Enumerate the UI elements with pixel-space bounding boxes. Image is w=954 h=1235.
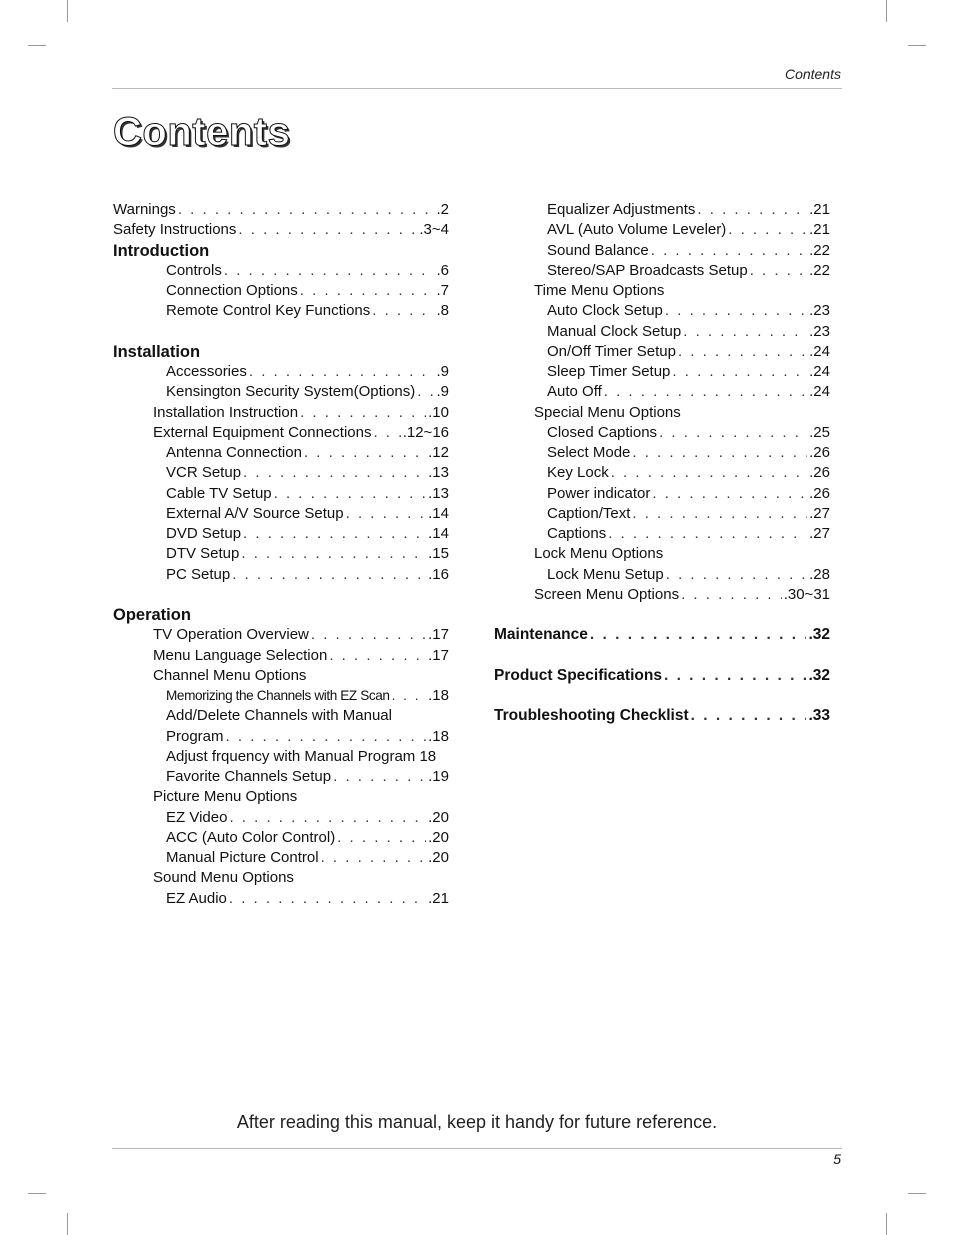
toc-entry[interactable] bbox=[494, 484, 830, 504]
toc-subheading[interactable]: Lock Menu Options bbox=[534, 545, 664, 563]
toc-entry-page: .17 bbox=[428, 626, 449, 644]
dot-leader bbox=[632, 443, 807, 463]
toc-entry-label: Sleep Timer Setup bbox=[547, 363, 671, 380]
toc-entry-label: Safety Instructions bbox=[113, 221, 237, 239]
toc-entry-page: .6 bbox=[436, 261, 449, 279]
toc-entry[interactable] bbox=[113, 301, 449, 321]
toc-entry-page: .13 bbox=[428, 484, 449, 502]
toc-entry[interactable] bbox=[113, 848, 449, 868]
crop-mark bbox=[886, 0, 887, 22]
toc-entry-page: .18 bbox=[428, 727, 449, 745]
toc-entry-page: .24 bbox=[809, 383, 830, 401]
toc-entry[interactable] bbox=[494, 463, 830, 483]
spacer bbox=[113, 585, 449, 605]
dot-leader bbox=[666, 565, 807, 585]
spacer bbox=[494, 646, 830, 666]
toc-entry-page: .12~16 bbox=[402, 423, 449, 441]
toc-entry-label: EZ Video bbox=[166, 808, 228, 826]
toc-entry[interactable] bbox=[113, 625, 449, 645]
toc-entry-maintenance[interactable] bbox=[494, 625, 830, 645]
toc-subheading[interactable]: Sound Menu Options bbox=[153, 869, 294, 887]
dot-leader bbox=[651, 241, 807, 261]
crop-mark bbox=[908, 1193, 926, 1194]
dot-leader bbox=[226, 727, 427, 747]
toc-entry[interactable] bbox=[113, 504, 449, 524]
toc-entry[interactable] bbox=[494, 342, 830, 362]
toc-entry[interactable] bbox=[113, 686, 449, 706]
toc-entry[interactable] bbox=[113, 382, 449, 402]
toc-entry[interactable] bbox=[494, 585, 830, 605]
toc-entry[interactable] bbox=[113, 889, 449, 909]
toc-entry-page: .21 bbox=[428, 889, 449, 907]
toc-entry-page: .23 bbox=[809, 302, 830, 320]
toc-entry-page: .14 bbox=[428, 504, 449, 522]
toc-entry-label: Auto Off bbox=[547, 383, 602, 401]
toc-entry[interactable] bbox=[494, 261, 830, 281]
toc-left-column bbox=[113, 200, 449, 909]
dot-leader bbox=[321, 848, 427, 868]
dot-leader bbox=[329, 646, 426, 666]
toc-entry-label: Equalizer Adjustments bbox=[547, 201, 696, 218]
toc-entry-label: Key Lock bbox=[547, 464, 609, 482]
toc-entry-label: Warnings bbox=[113, 201, 176, 218]
page-number: 5 bbox=[833, 1151, 841, 1167]
crop-mark bbox=[28, 1193, 46, 1194]
crop-mark bbox=[886, 1213, 887, 1235]
toc-entry-troubleshooting[interactable] bbox=[494, 706, 830, 726]
toc-entry-page: .25 bbox=[809, 423, 830, 441]
toc-subheading[interactable]: Time Menu Options bbox=[534, 282, 665, 299]
toc-entry[interactable] bbox=[494, 362, 830, 382]
dot-leader bbox=[333, 767, 426, 787]
toc-subheading[interactable]: Picture Menu Options bbox=[153, 788, 298, 806]
toc-entry-page: .9 bbox=[436, 383, 449, 401]
dot-leader bbox=[373, 423, 400, 443]
toc-entry-page: .32 bbox=[808, 666, 830, 684]
toc-entry[interactable] bbox=[113, 423, 449, 443]
toc-entry[interactable] bbox=[113, 484, 449, 504]
dot-leader bbox=[232, 565, 426, 585]
toc-entry[interactable] bbox=[113, 362, 449, 382]
spacer bbox=[113, 322, 449, 342]
toc-entry-page: .24 bbox=[809, 342, 830, 360]
toc-entry-label: Accessories bbox=[166, 363, 247, 380]
dot-leader bbox=[652, 484, 807, 504]
toc-entry-label: EZ Audio bbox=[166, 889, 227, 907]
toc-entry-label: Select Mode bbox=[547, 444, 631, 461]
dot-leader bbox=[632, 504, 807, 524]
dot-leader bbox=[346, 504, 427, 524]
dot-leader bbox=[417, 382, 434, 402]
dot-leader bbox=[304, 443, 426, 463]
toc-entry[interactable] bbox=[494, 200, 830, 220]
toc-entry-page: .23 bbox=[809, 322, 830, 340]
toc-entry[interactable]: Adjust frquency with Manual Program 18 bbox=[166, 747, 437, 765]
toc-entry[interactable] bbox=[113, 544, 449, 564]
dot-leader bbox=[241, 544, 426, 564]
toc-entry-label: DTV Setup bbox=[166, 545, 240, 563]
toc-entry-page: .24 bbox=[809, 363, 830, 380]
toc-entry-page: .32 bbox=[808, 626, 830, 644]
toc-entry-page: .27 bbox=[809, 525, 830, 542]
toc-entry-page: .30~31 bbox=[783, 585, 830, 603]
toc-entry[interactable] bbox=[494, 423, 830, 443]
dot-leader bbox=[337, 828, 426, 848]
toc-entry-page: .20 bbox=[428, 808, 449, 826]
spacer bbox=[494, 605, 830, 625]
toc-entry-label: Remote Control Key Functions bbox=[166, 302, 371, 320]
toc-entry-page: .17 bbox=[428, 646, 449, 664]
toc-entry[interactable] bbox=[113, 403, 449, 423]
toc-entry-specifications[interactable] bbox=[494, 666, 830, 686]
toc-entry-page: .21 bbox=[809, 201, 830, 218]
toc-entry-label: Lock Menu Setup bbox=[547, 565, 664, 583]
toc-entry[interactable] bbox=[113, 727, 449, 747]
toc-entry-label: Favorite Channels Setup bbox=[166, 768, 332, 785]
toc-entry-page: .9 bbox=[436, 363, 449, 380]
dot-leader bbox=[683, 322, 807, 342]
toc-entry-page: .13 bbox=[428, 464, 449, 482]
toc-entry[interactable] bbox=[113, 261, 449, 281]
toc-entry-label: External Equipment Connections bbox=[153, 423, 372, 441]
dot-leader bbox=[243, 524, 426, 544]
toc-entry[interactable] bbox=[113, 220, 449, 240]
toc-entry-page: .21 bbox=[809, 221, 830, 239]
toc-entry[interactable] bbox=[494, 504, 830, 524]
dot-leader bbox=[750, 261, 807, 281]
toc-entry-page: .10 bbox=[428, 403, 449, 421]
toc-entry-page: .22 bbox=[809, 261, 830, 279]
toc-entry-label: Kensington Security System(Options) bbox=[166, 383, 416, 401]
toc-right-column bbox=[494, 200, 830, 727]
dot-leader bbox=[681, 585, 782, 605]
dot-leader bbox=[372, 301, 434, 321]
dot-leader bbox=[611, 463, 807, 483]
toc-entry-label: Manual Clock Setup bbox=[547, 322, 682, 340]
toc-entry-label: Cable TV Setup bbox=[166, 484, 272, 502]
footer-note: After reading this manual, keep it handy for future reference. bbox=[236, 1112, 718, 1132]
dot-leader bbox=[691, 706, 807, 726]
toc-entry[interactable] bbox=[113, 646, 449, 666]
toc-entry-page: .28 bbox=[809, 565, 830, 583]
toc-entry-page: .26 bbox=[809, 464, 830, 482]
toc-entry-label: Closed Captions bbox=[547, 423, 658, 441]
toc-entry[interactable] bbox=[113, 828, 449, 848]
dot-leader bbox=[697, 200, 807, 220]
toc-entry[interactable] bbox=[113, 565, 449, 585]
toc-entry[interactable] bbox=[494, 301, 830, 321]
dot-leader bbox=[659, 423, 807, 443]
toc-entry-page: .26 bbox=[809, 484, 830, 502]
dot-leader bbox=[311, 625, 426, 645]
toc-entry-label: Installation Instruction bbox=[153, 403, 299, 421]
dot-leader bbox=[229, 808, 426, 828]
dot-leader bbox=[608, 524, 807, 544]
crop-mark bbox=[908, 45, 926, 46]
toc-entry-page: .7 bbox=[436, 282, 449, 299]
toc-entry-label: Controls bbox=[166, 261, 222, 279]
toc-entry-label: Sound Balance bbox=[547, 241, 649, 259]
toc-entry-label: Maintenance bbox=[494, 626, 588, 644]
dot-leader bbox=[590, 625, 807, 645]
toc-entry[interactable] bbox=[113, 808, 449, 828]
toc-entry-label: PC Setup bbox=[166, 565, 231, 583]
toc-entry-page: .27 bbox=[809, 504, 830, 522]
dot-leader bbox=[243, 463, 426, 483]
toc-entry-page: .3~4 bbox=[419, 221, 449, 239]
section-heading-introduction[interactable]: Introduction bbox=[113, 241, 210, 260]
toc-entry-page: .20 bbox=[428, 828, 449, 846]
toc-entry[interactable] bbox=[494, 382, 830, 402]
toc-entry-page: .12 bbox=[428, 444, 449, 461]
dot-leader bbox=[300, 403, 426, 423]
spacer bbox=[494, 686, 830, 706]
dot-leader bbox=[678, 342, 807, 362]
toc-entry[interactable] bbox=[113, 767, 449, 787]
toc-entry-page: .8 bbox=[436, 302, 449, 320]
dot-leader bbox=[664, 666, 806, 686]
footer-rule bbox=[112, 1148, 842, 1149]
running-header: Contents bbox=[784, 66, 841, 82]
toc-entry[interactable] bbox=[113, 200, 449, 220]
toc-entry-label: Screen Menu Options bbox=[534, 585, 680, 603]
dot-leader bbox=[178, 200, 435, 220]
toc-entry-label-continued[interactable]: Add/Delete Channels with Manual bbox=[166, 707, 392, 725]
toc-entry-label: ACC (Auto Color Control) bbox=[166, 828, 336, 846]
toc-entry-page: .19 bbox=[428, 768, 449, 785]
page-title: Contents bbox=[113, 110, 291, 154]
toc-entry-page: .2 bbox=[436, 201, 449, 218]
dot-leader bbox=[604, 382, 807, 402]
toc-entry-label: Manual Picture Control bbox=[166, 849, 319, 866]
toc-entry-label: Connection Options bbox=[166, 282, 298, 299]
dot-leader bbox=[728, 220, 807, 240]
header-rule bbox=[112, 88, 842, 89]
toc-entry[interactable] bbox=[494, 220, 830, 240]
toc-entry-label: Caption/Text bbox=[547, 504, 631, 522]
toc-entry[interactable] bbox=[494, 443, 830, 463]
toc-entry-label: Program bbox=[166, 727, 224, 745]
dot-leader bbox=[274, 484, 427, 504]
toc-entry[interactable] bbox=[113, 463, 449, 483]
toc-entry-page: .18 bbox=[428, 687, 449, 704]
toc-entry-label: TV Operation Overview bbox=[153, 626, 309, 644]
dot-leader bbox=[300, 281, 435, 301]
toc-entry-label: DVD Setup bbox=[166, 525, 242, 542]
dot-leader bbox=[238, 220, 417, 240]
toc-subheading[interactable]: Special Menu Options bbox=[534, 403, 681, 421]
dot-leader bbox=[249, 362, 435, 382]
toc-entry-page: .26 bbox=[809, 444, 830, 461]
dot-leader bbox=[224, 261, 435, 281]
toc-entry-label: External A/V Source Setup bbox=[166, 504, 344, 522]
toc-entry-label: Troubleshooting Checklist bbox=[494, 707, 689, 725]
toc-entry-label: VCR Setup bbox=[166, 464, 242, 482]
toc-entry-label: Memorizing the Channels with EZ Scan bbox=[166, 688, 390, 703]
dot-leader bbox=[672, 362, 807, 382]
toc-entry-label: Power indicator bbox=[547, 484, 651, 502]
toc-entry-label: Product Specifications bbox=[494, 666, 662, 684]
toc-entry-label: Antenna Connection bbox=[166, 444, 302, 461]
toc-entry-page: .16 bbox=[428, 565, 449, 583]
toc-subheading[interactable]: Channel Menu Options bbox=[153, 666, 307, 684]
toc-entry[interactable] bbox=[494, 565, 830, 585]
toc-entry-label: Auto Clock Setup bbox=[547, 302, 663, 320]
toc-entry-label: Menu Language Selection bbox=[153, 646, 328, 664]
toc-entry-page: .15 bbox=[428, 545, 449, 563]
toc-entry[interactable] bbox=[494, 322, 830, 342]
toc-entry[interactable] bbox=[113, 524, 449, 544]
crop-mark bbox=[28, 45, 46, 46]
dot-leader bbox=[229, 889, 426, 909]
toc-entry-label: Stereo/SAP Broadcasts Setup bbox=[547, 261, 748, 279]
section-heading-operation[interactable]: Operation bbox=[113, 606, 191, 624]
toc-entry-page: .14 bbox=[428, 525, 449, 542]
toc-entry[interactable] bbox=[113, 281, 449, 301]
crop-mark bbox=[67, 1213, 68, 1235]
dot-leader bbox=[392, 686, 427, 706]
toc-entry[interactable] bbox=[113, 443, 449, 463]
toc-entry-page: .33 bbox=[808, 707, 830, 725]
toc-entry[interactable] bbox=[494, 241, 830, 261]
section-heading-installation[interactable]: Installation bbox=[113, 342, 201, 361]
toc-entry-page: .22 bbox=[809, 241, 830, 259]
toc-entry-page: .20 bbox=[428, 849, 449, 866]
toc-entry[interactable] bbox=[494, 524, 830, 544]
toc-entry-label: Captions bbox=[547, 525, 607, 542]
toc-entry-label: On/Off Timer Setup bbox=[547, 342, 676, 360]
dot-leader bbox=[665, 301, 807, 321]
crop-mark bbox=[67, 0, 68, 22]
toc-entry-label: AVL (Auto Volume Leveler) bbox=[547, 221, 727, 239]
